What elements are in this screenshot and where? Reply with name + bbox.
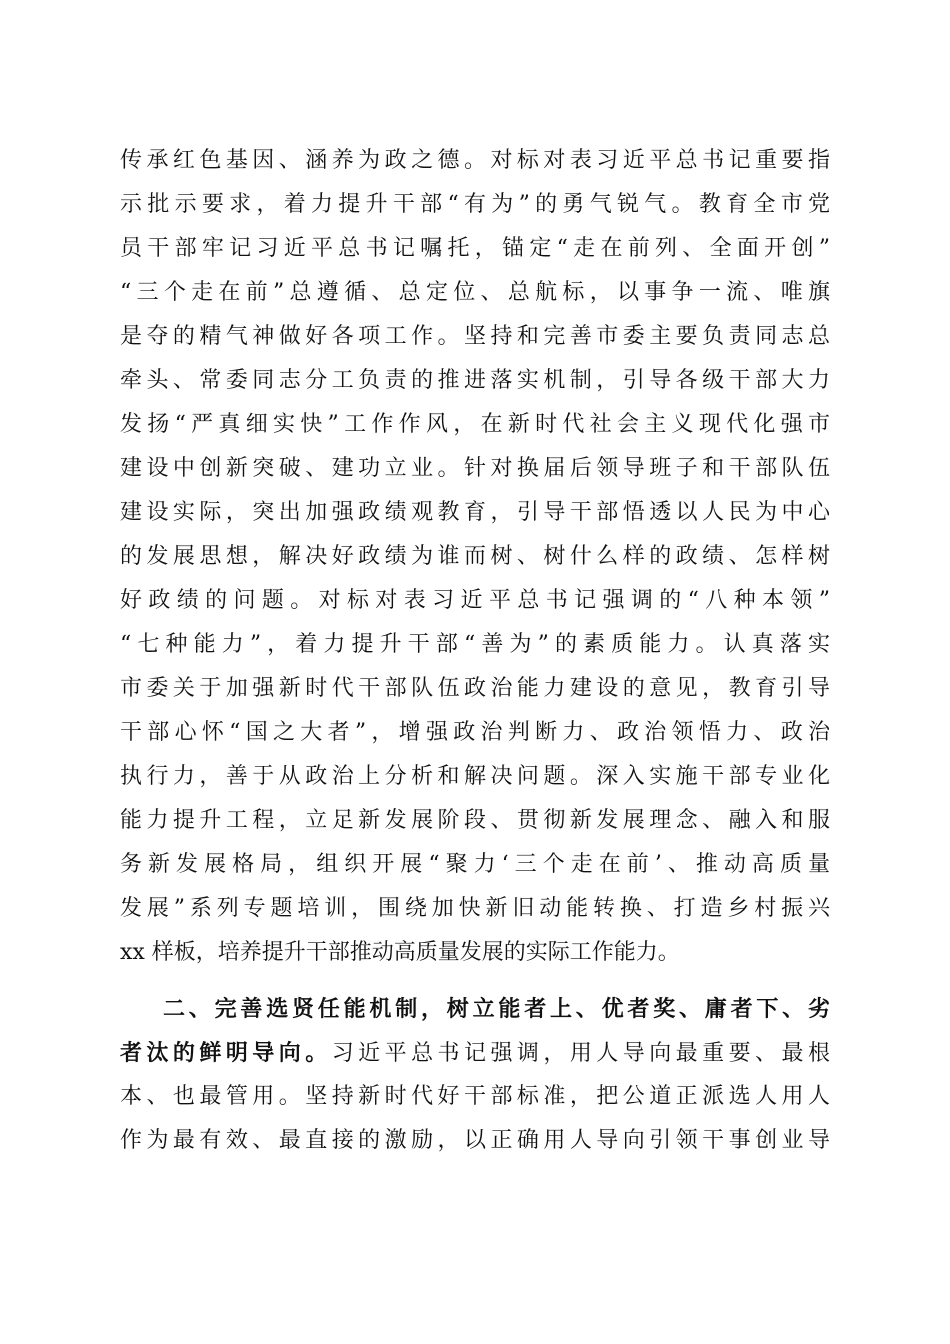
text-line: 示批示要求，着力提升干部“有为”的勇气锐气。教育全市党 xyxy=(120,192,830,217)
text-line: 建设中创新突破、建功立业。针对换届后领导班子和干部队伍 xyxy=(120,456,830,481)
text-line: 员干部牢记习近平总书记嘱托，锚定“走在前列、全面开创” xyxy=(120,236,830,261)
text-line: “七种能力”，着力提升干部“善为”的素质能力。认真落实 xyxy=(120,632,830,657)
text-line: 的发展思想，解决好政绩为谁而树、树什么样的政绩、怎样树 xyxy=(120,544,830,569)
text-line: 发扬“严真细实快”工作作风，在新时代社会主义现代化强市 xyxy=(120,412,830,437)
text-line: 执行力，善于从政治上分析和解决问题。深入实施干部专业化 xyxy=(120,764,830,789)
text-line: 建设实际，突出加强政绩观教育，引导干部悟透以人民为中心 xyxy=(120,500,830,525)
text-line: 能力提升工程，立足新发展阶段、贯彻新发展理念、融入和服 xyxy=(120,808,830,833)
text-line: 好政绩的问题。对标对表习近平总书记强调的“八种本领” xyxy=(120,588,830,613)
text-line: 市委关于加强新时代干部队伍政治能力建设的意见，教育引导 xyxy=(120,676,830,701)
text-line: xx 样板，培养提升干部推动高质量发展的实际工作能力。 xyxy=(120,940,680,965)
text-line: “三个走在前”总遵循、总定位、总航标，以事争一流、唯旗 xyxy=(120,280,830,305)
text-line: 发展”系列专题培训，围绕加快新旧动能转换、打造乡村振兴 xyxy=(120,896,830,921)
text-line: 本、也最管用。坚持新时代好干部标准，把公道正派选人用人 xyxy=(120,1084,830,1109)
text-line: 作为最有效、最直接的激励，以正确用人导向引领干事创业导 xyxy=(120,1128,830,1153)
text-line: 务新发展格局，组织开展“聚力‘三个走在前’、推动高质量 xyxy=(120,852,830,877)
text-line: 者汰的鲜明导向。习近平总书记强调，用人导向最重要、最根 xyxy=(120,1040,830,1066)
text-line: 干部心怀“国之大者”，增强政治判断力、政治领悟力、政治 xyxy=(120,720,830,745)
section-heading-line xyxy=(163,989,830,1029)
section-heading: 二、完善选贤任能机制，树立能者上、优者奖、庸者下、劣 xyxy=(163,996,830,1022)
text-line: 是夺的精气神做好各项工作。坚持和完善市委主要负责同志总 xyxy=(120,324,830,349)
text-line: 牵头、常委同志分工负责的推进落实机制，引导各级干部大力 xyxy=(120,368,830,393)
section-heading: 者汰的鲜明导向。 xyxy=(120,1040,332,1066)
text-line: 传承红色基因、涵养为政之德。对标对表习近平总书记重要指 xyxy=(120,148,830,173)
